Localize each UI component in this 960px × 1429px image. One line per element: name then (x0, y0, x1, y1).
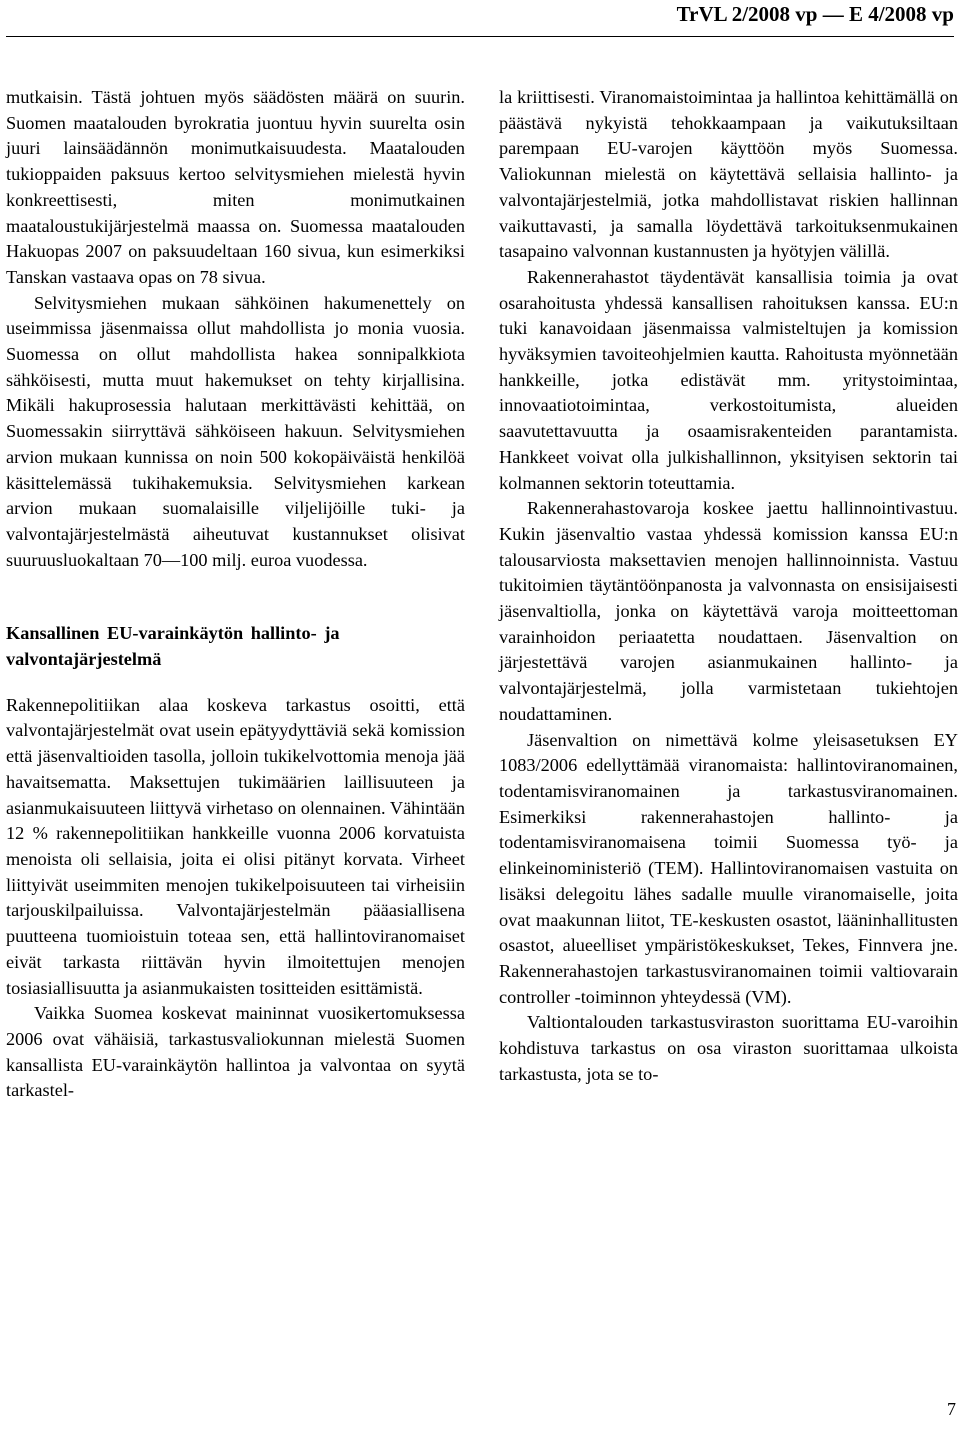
paragraph: Rakennerahastovaroja koskee jaettu hallinnointivastuu. Kukin jäsenvaltio vastaa yhdessä komission kanssa EU:n talousarviosta maksettavien menojen hallinnoinnista. Vastuu tukitoimien täytäntöönpanosta ja valvonnasta on ensisijaisesti jäsenvaltiolla, jonka on käytettävä varoja moitteettoman varainhoidon periaatetta noudattaen. Jäsenvaltion on järjestettävä varojen asianmukainen hallinto- ja valvontajärjestelmä, jolla varmistetaan tukiehtojen noudattaminen. (499, 498, 958, 724)
paragraph: mutkaisin. Tästä johtuen myös säädösten määrä on suurin. Suomen maatalouden byrokratia juontuu hyvin suurelta osin juuri lainsäädännön monimutkaisuudesta. Maatalouden tukioppaiden paksuus kertoo selvitysmiehen mielestä hyvin konkreettisesti, miten monimutkainen maataloustukijärjestelmä maassa on. Suomessa maatalouden Hakuopas 2007 on paksuudeltaan 160 sivua, kun esimerkiksi Tanskan vastaava opas on 78 sivua. (6, 87, 465, 287)
paragraph: Rakennepolitiikan alaa koskeva tarkastus osoitti, että valvontajärjestelmät ovat usein epätyydyttäviä sekä komission että jäsenvaltioiden tasolla, jolloin tukikelvottomia menoja jää havaitsematta. Maksettujen tukimäärien laillisuuteen ja asianmukaisuuteen liittyvä virhetaso on olennainen. Vähintään 12 % rakennepolitiikan hankkeille vuonna 2006 korvatuista menoista oli sellaisia, joita ei olisi pitänyt korvata. Virheet liittyivät useimmiten menojen tukikelpoisuuteen tai virheisiin tarjouskilpailuissa. Valvontajärjestelmän pääasiallisena puutteena tuomioistuin toteaa sen, että hallintoviranomaiset eivät tarkasta riittävän hyvin ilmoitettujen menojen tosiasiallisuutta ja asianmukaisten tositteiden esittämistä. (6, 694, 465, 998)
paragraph: Vaikka Suomea koskevat maininnat vuosikertomuksessa 2006 ovat vähäisiä, tarkastusvaliokunnan mielestä Suomen kansallista EU-varainkäytön hallintoa ja valvontaa on syytä tarkastel- (6, 1003, 465, 1101)
paragraph: la kriittisesti. Viranomaistoimintaa ja hallintoa kehittämällä on päästävä nykyistä tehokkaampaan ja vaikutuksiltaan parempaan EU-varojen käyttöön myös Suomessa. Valiokunnan mielestä on käytettävä sellaisia hallinto- ja valvontajärjestelmiä, jotka mahdollistavat riskien hallinnan vaikuttavasti, ja samalla löydettävä tarkoituksenmukainen tasapaino valvonnan kustannusten ja hyötyjen välillä. (499, 87, 958, 262)
right-column (499, 85, 958, 1087)
section-heading: Kansallinen EU-varainkäytön hallinto- ja valvontajärjestelmä (6, 623, 340, 670)
paragraph: Valtiontalouden tarkastusviraston suorittama EU-varoihin kohdistuva tarkastus on osa viraston suorittamaa ulkoista tarkastusta, jota se to- (499, 1012, 958, 1084)
running-header: TrVL 2/2008 vp — E 4/2008 vp (676, 2, 954, 26)
paragraph: Jäsenvaltion on nimettävä kolme yleisasetuksen EY 1083/2006 edellyttämää viranomaista: hallintoviranomainen, todentamisviranomainen ja tarkastusviranomainen. Esimerkiksi rakennerahastojen hallinto- ja todentamisviranomaisena toimii Suomessa työ- ja elinkeinoministeriö (TEM). Hallintoviranomaisen vastuita on lisäksi delegoitu lähes sadalle muulle viranomaiselle, joita ovat maakunnan liitot, TE-keskusten osastot, lääninhallitusten osastot, alueelliset ympäristökeskukset, Tekes, Finnvera jne. Rakennerahastojen tarkastusviranomainen toimii valtiovarain controller -toiminnon yhteydessä (VM). (499, 729, 958, 1007)
page-number: 7 (947, 1399, 956, 1419)
paragraph: Rakennerahastot täydentävät kansallisia toimia ja ovat osarahoitusta yhdessä kansallisen rahoituksen kanssa. EU:n tuki kanavoidaan jäsenmaissa valmisteltujen ja komission hyväksymien tavoiteohjelmien kautta. Rahoitusta myönnetään hankkeille, jotka edistävät mm. yritystoimintaa, innovaatiotoimintaa, verkostoitumista, alueiden saavutettavuutta ja osaamisrakenteiden parantamista. Hankkeet voivat olla julkishallinnon, yksityisen sektorin tai kolmannen sektorin toteuttamia. (499, 266, 958, 493)
paragraph: Selvitysmiehen mukaan sähköinen hakumenettely on useimmissa jäsenmaissa ollut mahdollista jo monia vuosia. Suomessa on ollut mahdollista hakea sonnipalkkiota sähköisesti, mutta muut hakemukset on tehty kirjallisina. Mikäli hakuprosessia halutaan merkittävästi kehittää, on Suomessakin siirryttävä sähköiseen hakuun. Selvitysmiehen arvion mukaan kunnissa on noin 500 kokopäiväistä henkilöä käsittelemässä tukihakemuksia. Selvitysmiehen karkean arvion mukaan suomalaisille viljelijöille tuki- ja valvontajärjestelmästä aiheutuvat kustannukset olisivat suuruusluokaltaan 70—100 milj. euroa vuodessa. (6, 292, 465, 570)
header-rule (6, 36, 954, 37)
left-column (6, 85, 465, 1104)
